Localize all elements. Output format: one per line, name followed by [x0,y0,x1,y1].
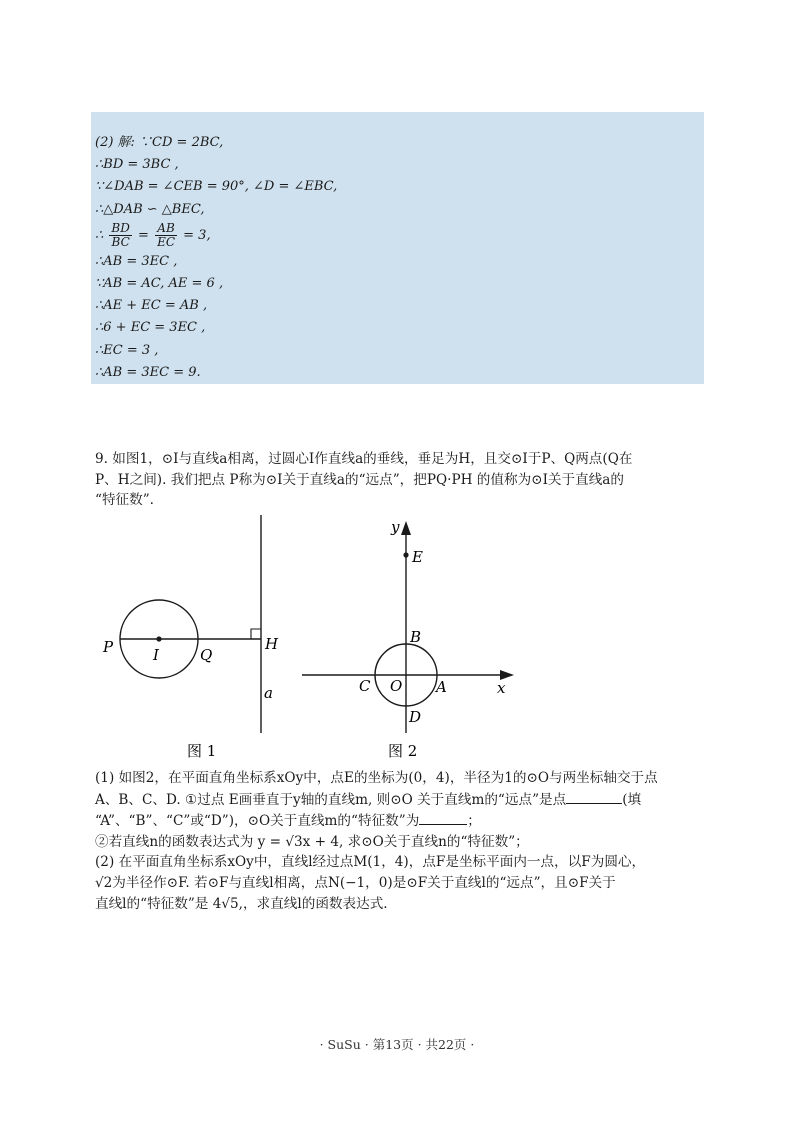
fraction-numerator: AB [155,222,177,236]
label-i: I [153,646,159,664]
label-x: x [497,679,506,697]
solution-line-11: ∴AB = 3EC = 9. [95,364,201,380]
page-footer: · SuSu · 第13页 · 共22页 · [319,1037,475,1052]
label-p: P [103,638,114,656]
solution-line-7: ∵AB = AC, AE = 6 , [95,275,224,291]
fraction-bd-bc [109,222,131,249]
solution-line-6: ∴AB = 3EC , [95,253,178,269]
solution-line-fraction [95,221,704,251]
center-point-i [156,636,161,641]
question-line-6: √2为半径作⊙F. 若⊙F与直线l相离，点N(−1，0)是⊙F关于直线l的“远点”，且⊙F关于 [95,874,616,891]
question-line-2-text: A、B、C、D. ①过点 E画垂直于y轴的直线m, 则⊙O 关于直线m的“远点”是点 [95,791,567,808]
problem-intro [95,449,705,511]
question-line-7: 直线l的“特征数”是 4√5,，求直线l的函数表达式. [95,895,388,912]
problem-intro-line-1: 9. 如图1，⊙I与直线a相离，过圆心I作直线a的垂线，垂足为H，且交⊙I于P、Q两点(Q在 [95,451,633,467]
label-b: B [410,628,422,646]
question-line-3-text: “A”、“B”、“C”或“D”)，⊙O关于直线m的“特征数”为 [95,813,420,830]
solution-line-3: ∵∠DAB = ∠CEB = 90°, ∠D = ∠EBC, [95,179,338,195]
right-angle-mark [251,629,261,639]
question-line-2 [95,789,705,811]
question-line-1: (1) 如图2，在平面直角坐标系xOy中，点E的坐标为(0，4)，半径为1的⊙O与两坐标轴交于点 [95,770,658,786]
label-q: Q [200,646,213,664]
figure-2-caption: 图 2 [388,742,418,760]
solution-line-8: ∴AE + EC = AB , [95,298,208,314]
fraction-ab-ec [155,222,177,249]
label-y: y [391,518,400,536]
solution-line-10: ∴EC = 3 , [95,342,159,358]
problem-questions [95,768,705,914]
figure-1-caption: 图 1 [187,742,217,760]
fraction-suffix: = 3, [183,227,211,243]
point-e [403,552,408,557]
solution-line-4: ∴△DAB ∽ △BEC, [95,201,205,217]
y-axis-arrow [401,521,411,535]
solution-box [91,112,704,384]
label-a: a [264,684,273,702]
solution-line-9: ∴6 + EC = 3EC , [95,320,206,336]
fraction-denominator: BC [111,234,130,249]
figure-1 [95,515,305,765]
answer-blank-far-point[interactable] [566,789,622,804]
question-line-3-tail: ； [467,813,481,830]
answer-blank-feature-number[interactable] [419,810,467,825]
label-h: H [265,635,279,653]
label-d: D [409,708,422,726]
label-o: O [390,677,403,695]
solution-line-2: ∴BD = 3BC , [95,157,179,173]
question-line-5: (2) 在平面直角坐标系xOy中，直线l经过点M(1，4)，点F是坐标平面内一点，以F为圆心， [95,854,646,871]
fraction-equals: = [138,227,149,243]
figure-2 [300,515,520,765]
fraction-prefix: ∴ [95,227,104,243]
fraction-numerator: BD [111,220,130,235]
question-line-3 [95,810,705,832]
fraction-denominator: EC [157,234,176,249]
question-line-2-tail: (填 [622,791,642,808]
label-a: A [436,678,447,696]
problem-intro-line-2: P、H之间). 我们把点 P称为⊙I关于直线a的“远点”，把PQ·PH 的值称为⊙I关于直线a的 [95,471,625,488]
solution-line-1: (2) 解: ∵CD = 2BC, [95,135,224,150]
label-e: E [412,548,423,566]
question-line-4: ②若直线n的函数表达式为 y = √3x + 4, 求⊙O关于直线n的“特征数”； [95,833,529,850]
problem-intro-line-3: “特征数”. [95,492,155,509]
label-c: C [359,677,371,695]
